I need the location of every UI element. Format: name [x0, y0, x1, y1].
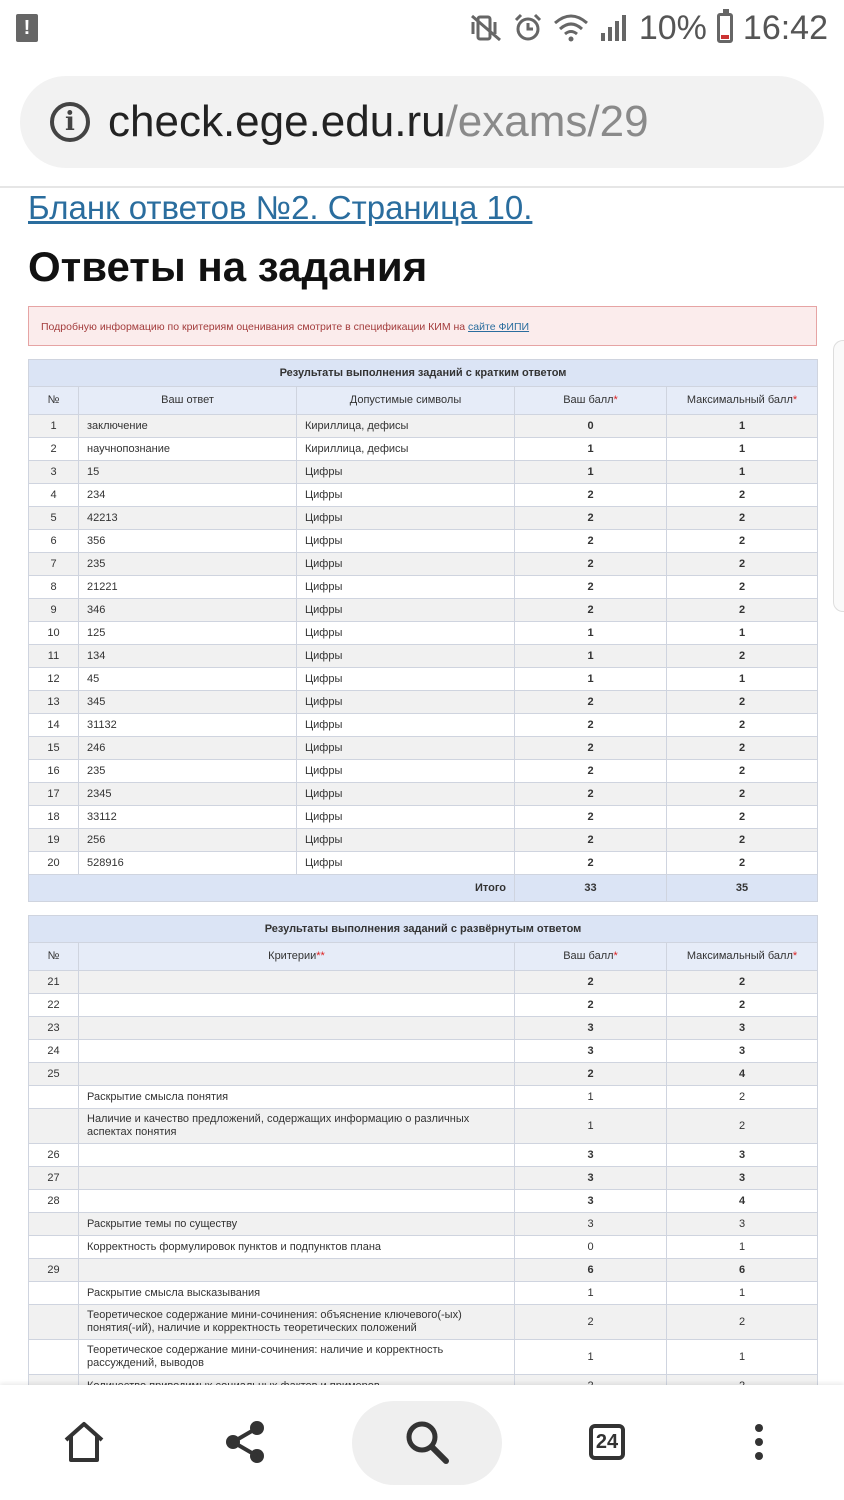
max-score-cell: 1	[667, 622, 818, 645]
task-number	[29, 1109, 79, 1144]
score-cell: 2	[515, 553, 667, 576]
answer-cell: 33112	[79, 806, 297, 829]
score-cell: 1	[515, 461, 667, 484]
max-score-cell: 2	[667, 553, 818, 576]
symbols-cell: Цифры	[297, 737, 515, 760]
total-row	[29, 875, 818, 902]
task-number: 2	[29, 438, 79, 461]
page-title: Ответы на задания	[28, 243, 428, 290]
task-number: 14	[29, 714, 79, 737]
col-score: Ваш балл*	[515, 943, 667, 971]
task-number: 26	[29, 1144, 79, 1167]
url-host: check.ege.edu.ru	[108, 97, 446, 146]
table-row	[29, 760, 818, 783]
table-row	[29, 714, 818, 737]
task-number	[29, 1236, 79, 1259]
answer-cell: 256	[79, 829, 297, 852]
max-score-cell: 3	[667, 1213, 818, 1236]
criterion-cell	[79, 1040, 515, 1063]
answer-cell: заключение	[79, 415, 297, 438]
menu-icon	[755, 1424, 763, 1460]
table-row	[29, 415, 818, 438]
task-number	[29, 1213, 79, 1236]
max-score-cell: 6	[667, 1259, 818, 1282]
criterion-cell: Наличие и качество предложений, содержащих информацию о различных аспектах понятия	[79, 1109, 515, 1144]
task-row	[29, 1259, 818, 1282]
tabs-button[interactable]	[570, 1405, 644, 1479]
score-cell: 3	[515, 1167, 667, 1190]
url-text[interactable]	[108, 94, 649, 150]
symbols-cell: Цифры	[297, 622, 515, 645]
criterion-row	[29, 1305, 818, 1340]
task-number	[29, 1305, 79, 1340]
task-number: 3	[29, 461, 79, 484]
task-number: 7	[29, 553, 79, 576]
score-cell: 2	[515, 806, 667, 829]
task-number: 16	[29, 760, 79, 783]
table-row	[29, 599, 818, 622]
col-number: №	[29, 943, 79, 971]
criterion-cell	[79, 1063, 515, 1086]
max-score-cell: 1	[667, 668, 818, 691]
table-row	[29, 622, 818, 645]
wifi-icon	[553, 13, 589, 43]
score-cell: 0	[515, 1236, 667, 1259]
max-score-cell: 2	[667, 806, 818, 829]
score-cell: 3	[515, 1040, 667, 1063]
answer-cell: 15	[79, 461, 297, 484]
table-caption: Результаты выполнения заданий с кратким ответом	[29, 360, 818, 387]
criterion-cell	[79, 971, 515, 994]
criterion-row	[29, 1236, 818, 1259]
max-score-cell: 4	[667, 1190, 818, 1213]
score-cell: 2	[515, 760, 667, 783]
table-row	[29, 438, 818, 461]
max-score-cell: 2	[667, 783, 818, 806]
answer-cell: 45	[79, 668, 297, 691]
task-row	[29, 1167, 818, 1190]
score-cell: 1	[515, 668, 667, 691]
max-score-cell: 2	[667, 760, 818, 783]
symbols-cell: Цифры	[297, 507, 515, 530]
score-cell: 2	[515, 484, 667, 507]
answer-cell: 356	[79, 530, 297, 553]
criterion-row	[29, 1109, 818, 1144]
answer-cell: 235	[79, 760, 297, 783]
answer-cell: 235	[79, 553, 297, 576]
signal-icon	[599, 13, 629, 43]
task-number: 1	[29, 415, 79, 438]
answer-cell: 42213	[79, 507, 297, 530]
short-answers-table	[28, 359, 818, 902]
home-icon	[62, 1420, 106, 1464]
max-score-cell: 1	[667, 1340, 818, 1375]
symbols-cell: Цифры	[297, 806, 515, 829]
table-row	[29, 783, 818, 806]
score-cell: 3	[515, 1017, 667, 1040]
clock: 16:42	[742, 8, 828, 47]
score-cell: 3	[515, 1144, 667, 1167]
task-number	[29, 1282, 79, 1305]
menu-button[interactable]	[722, 1405, 796, 1479]
table-row	[29, 806, 818, 829]
task-number: 20	[29, 852, 79, 875]
criterion-row	[29, 1086, 818, 1109]
max-score-cell: 3	[667, 1017, 818, 1040]
score-cell: 2	[515, 599, 667, 622]
mute-vibrate-icon	[469, 13, 503, 43]
task-row	[29, 994, 818, 1017]
col-symbols: Допустимые символы	[297, 387, 515, 415]
col-max-score: Максимальный балл*	[667, 943, 818, 971]
max-score-cell: 2	[667, 737, 818, 760]
task-number: 19	[29, 829, 79, 852]
max-score-cell: 2	[667, 829, 818, 852]
score-cell: 2	[515, 829, 667, 852]
score-cell: 3	[515, 1213, 667, 1236]
table-row	[29, 737, 818, 760]
symbols-cell: Цифры	[297, 530, 515, 553]
task-number: 25	[29, 1063, 79, 1086]
table-row	[29, 852, 818, 875]
max-score-cell: 3	[667, 1144, 818, 1167]
criterion-row	[29, 1213, 818, 1236]
task-number: 13	[29, 691, 79, 714]
max-score-cell: 3	[667, 1167, 818, 1190]
criterion-cell	[79, 1167, 515, 1190]
max-score-cell: 1	[667, 461, 818, 484]
score-cell: 1	[515, 645, 667, 668]
answer-cell: 346	[79, 599, 297, 622]
task-number: 12	[29, 668, 79, 691]
answer-cell: 21221	[79, 576, 297, 599]
score-cell: 2	[515, 994, 667, 1017]
symbols-cell: Цифры	[297, 714, 515, 737]
max-score-cell: 2	[667, 971, 818, 994]
search-icon	[404, 1419, 450, 1465]
score-cell: 2	[515, 783, 667, 806]
answer-cell: научнопознание	[79, 438, 297, 461]
symbols-cell: Цифры	[297, 668, 515, 691]
extended-answers-table	[28, 915, 818, 1425]
criterion-cell: Теоретическое содержание мини-сочинения: наличие и корректность рассуждений, выводов	[79, 1340, 515, 1375]
score-cell: 1	[515, 1109, 667, 1144]
task-number: 21	[29, 971, 79, 994]
symbols-cell: Цифры	[297, 553, 515, 576]
notice-text: Подробную информацию по критериям оценивания смотрите в спецификации КИМ на	[41, 321, 469, 333]
criterion-cell: Раскрытие смысла понятия	[79, 1086, 515, 1109]
address-bar[interactable]	[20, 76, 824, 168]
symbols-cell: Кириллица, дефисы	[297, 438, 515, 461]
score-cell: 0	[515, 415, 667, 438]
task-number	[29, 1086, 79, 1109]
score-cell: 1	[515, 438, 667, 461]
answer-cell: 2345	[79, 783, 297, 806]
table-row	[29, 829, 818, 852]
total-label: Итого	[29, 875, 515, 902]
col-max-score: Максимальный балл*	[667, 387, 818, 415]
battery-percent: 10%	[638, 8, 707, 47]
max-score-cell: 2	[667, 1109, 818, 1144]
criterion-row	[29, 1340, 818, 1375]
fipi-link[interactable]: сайте ФИПИ	[468, 321, 530, 333]
task-row	[29, 971, 818, 994]
alarm-icon	[513, 13, 543, 43]
info-notice	[28, 306, 817, 346]
criterion-row	[29, 1282, 818, 1305]
task-number: 18	[29, 806, 79, 829]
total-score: 33	[515, 875, 667, 902]
criterion-cell	[79, 1190, 515, 1213]
max-score-cell: 4	[667, 1063, 818, 1086]
answer-cell: 134	[79, 645, 297, 668]
score-cell: 2	[515, 737, 667, 760]
table-row	[29, 461, 818, 484]
symbols-cell: Цифры	[297, 783, 515, 806]
battery-icon	[717, 13, 733, 43]
col-number: №	[29, 387, 79, 415]
criterion-cell: Раскрытие смысла высказывания	[79, 1282, 515, 1305]
symbols-cell: Цифры	[297, 829, 515, 852]
total-max: 35	[667, 875, 818, 902]
task-row	[29, 1190, 818, 1213]
table-row	[29, 645, 818, 668]
max-score-cell: 2	[667, 691, 818, 714]
table-row	[29, 484, 818, 507]
max-score-cell: 2	[667, 994, 818, 1017]
score-cell: 6	[515, 1259, 667, 1282]
symbols-cell: Цифры	[297, 691, 515, 714]
max-score-cell: 2	[667, 484, 818, 507]
score-cell: 2	[515, 971, 667, 994]
share-icon	[222, 1419, 268, 1465]
max-score-cell: 1	[667, 415, 818, 438]
task-number: 11	[29, 645, 79, 668]
symbols-cell: Цифры	[297, 645, 515, 668]
task-number: 29	[29, 1259, 79, 1282]
max-score-cell: 1	[667, 1236, 818, 1259]
criterion-cell	[79, 1259, 515, 1282]
table-row	[29, 668, 818, 691]
alert-icon: !	[16, 14, 38, 42]
home-button[interactable]	[47, 1405, 121, 1479]
answer-cell: 528916	[79, 852, 297, 875]
page-scrollbar[interactable]	[833, 340, 844, 612]
bottom-navigation	[0, 1385, 844, 1500]
score-cell: 2	[515, 852, 667, 875]
criterion-cell	[79, 1017, 515, 1040]
max-score-cell: 2	[667, 530, 818, 553]
answer-cell: 246	[79, 737, 297, 760]
max-score-cell: 2	[667, 1086, 818, 1109]
max-score-cell: 2	[667, 576, 818, 599]
answer-cell: 125	[79, 622, 297, 645]
symbols-cell: Цифры	[297, 760, 515, 783]
task-number: 9	[29, 599, 79, 622]
max-score-cell: 3	[667, 1040, 818, 1063]
score-cell: 1	[515, 1086, 667, 1109]
task-number: 27	[29, 1167, 79, 1190]
task-row	[29, 1017, 818, 1040]
symbols-cell: Цифры	[297, 484, 515, 507]
table-row	[29, 507, 818, 530]
task-number: 24	[29, 1040, 79, 1063]
score-cell: 2	[515, 507, 667, 530]
task-number	[29, 1340, 79, 1375]
score-cell: 2	[515, 530, 667, 553]
status-indicators	[469, 8, 828, 48]
symbols-cell: Кириллица, дефисы	[297, 415, 515, 438]
criterion-cell: Раскрытие темы по существу	[79, 1213, 515, 1236]
answer-cell: 31132	[79, 714, 297, 737]
task-number: 8	[29, 576, 79, 599]
table-row	[29, 530, 818, 553]
task-number: 6	[29, 530, 79, 553]
symbols-cell: Цифры	[297, 599, 515, 622]
max-score-cell: 2	[667, 714, 818, 737]
task-number: 17	[29, 783, 79, 806]
status-bar	[0, 0, 844, 56]
task-number: 4	[29, 484, 79, 507]
search-button[interactable]	[390, 1405, 464, 1479]
answer-sheet-link[interactable]: Бланк ответов №2. Страница 10.	[28, 189, 533, 226]
max-score-cell: 1	[667, 438, 818, 461]
score-cell: 1	[515, 1340, 667, 1375]
task-row	[29, 1040, 818, 1063]
page-content	[28, 188, 817, 1425]
score-cell: 1	[515, 622, 667, 645]
task-number: 5	[29, 507, 79, 530]
col-answer: Ваш ответ	[79, 387, 297, 415]
max-score-cell: 2	[667, 1305, 818, 1340]
symbols-cell: Цифры	[297, 461, 515, 484]
score-cell: 1	[515, 1282, 667, 1305]
criterion-cell	[79, 1144, 515, 1167]
score-cell: 3	[515, 1190, 667, 1213]
table-caption: Результаты выполнения заданий с развёрнутым ответом	[29, 916, 818, 943]
criterion-cell: Корректность формулировок пунктов и подпунктов плана	[79, 1236, 515, 1259]
task-number: 22	[29, 994, 79, 1017]
tabs-icon: 24	[589, 1424, 625, 1460]
task-number: 15	[29, 737, 79, 760]
symbols-cell: Цифры	[297, 852, 515, 875]
table-row	[29, 553, 818, 576]
score-cell: 2	[515, 1305, 667, 1340]
table-row	[29, 691, 818, 714]
max-score-cell: 2	[667, 507, 818, 530]
table-row	[29, 576, 818, 599]
symbols-cell: Цифры	[297, 576, 515, 599]
task-number: 23	[29, 1017, 79, 1040]
max-score-cell: 2	[667, 645, 818, 668]
score-cell: 2	[515, 691, 667, 714]
col-criteria: Критерии**	[79, 943, 515, 971]
task-number: 28	[29, 1190, 79, 1213]
share-button[interactable]	[208, 1405, 282, 1479]
answer-cell: 234	[79, 484, 297, 507]
criterion-cell	[79, 994, 515, 1017]
score-cell: 2	[515, 576, 667, 599]
max-score-cell: 1	[667, 1282, 818, 1305]
info-icon[interactable]: i	[50, 102, 90, 142]
answer-cell: 345	[79, 691, 297, 714]
score-cell: 2	[515, 714, 667, 737]
col-score: Ваш балл*	[515, 387, 667, 415]
task-number: 10	[29, 622, 79, 645]
score-cell: 2	[515, 1063, 667, 1086]
task-row	[29, 1063, 818, 1086]
max-score-cell: 2	[667, 852, 818, 875]
task-row	[29, 1144, 818, 1167]
criterion-cell: Теоретическое содержание мини-сочинения: объяснение ключевого(-ых) понятия(-ий), наличие и корректность теоретических положений	[79, 1305, 515, 1340]
url-path: /exams/29	[445, 97, 649, 146]
max-score-cell: 2	[667, 599, 818, 622]
